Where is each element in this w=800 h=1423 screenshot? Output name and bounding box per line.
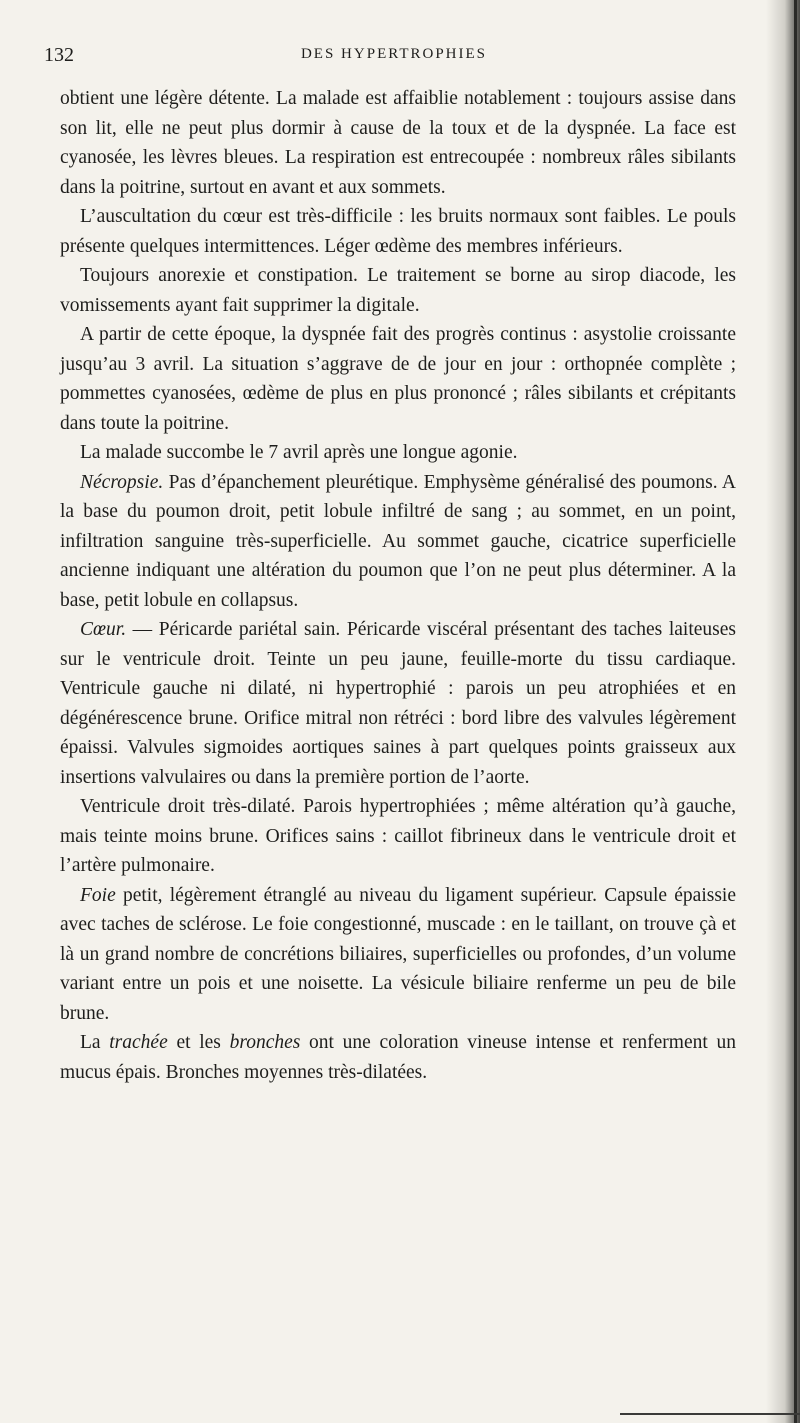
paragraph-text: La: [80, 1032, 110, 1053]
body-text: [60, 84, 736, 1087]
paragraph: Toujours anorexie et constipation. Le traitement se borne au sirop diacode, les vomissements ayant fait supprimer la digitale.: [60, 265, 736, 316]
page-bottom-edge: [620, 1413, 800, 1415]
paragraph: L’auscultation du cœur est très-difficile : les bruits normaux sont faibles. Le pouls présente quelques intermittences. Léger œdème des membres inférieurs.: [60, 206, 736, 257]
paragraph-text: — Péricarde pariétal sain. Péricarde viscéral présentant des taches laiteuses sur le ventricule droit. Teinte un peu jaune, feuille-morte du tissu cardiaque. Ventricule gauche ni dilaté, ni hypertrophié : parois un peu atrophiées et en dégénérescence brune. Orifice mitral non rétréci : bord libre des valvules légèrement épaissi. Valvules sigmoides aortiques saines à part quelques points graisseux aux insertions valvulaires ou dans la première portion de l’aorte.: [60, 619, 736, 788]
paragraph-trachee: [60, 1028, 736, 1087]
paragraph-text: ont une coloration vineuse intense et renferment un mucus épais. Bronches moyennes très-dilatées.: [60, 1032, 736, 1083]
paragraph-necropsie: [60, 468, 736, 616]
paragraph: obtient une légère détente. La malade est affaiblie notablement : toujours assise dans son lit, elle ne peut plus dormir à cause de la toux et de la dyspnée. La face est cyanosée, les lèvres bleues. La respiration est entrecoupée : nombreux râles sibilants dans la poitrine, surtout en avant et aux sommets.: [60, 88, 736, 198]
paragraph-coeur: [60, 615, 736, 792]
section-lead: Cœur.: [80, 619, 127, 640]
running-head: DES HYPERTROPHIES: [300, 46, 488, 62]
page-header: [44, 44, 744, 74]
paragraph-text: Pas d’épanchement pleurétique. Emphysème généralisé des poumons. A la base du poumon droit, petit lobule infiltré de sang ; au sommet, en un point, infiltration sanguine très-superficielle. Au sommet gauche, cicatrice superficielle ancienne indiquant une altération du poumon que l’on ne peut plus déterminer. A la base, petit lobule en collapsus.: [60, 471, 736, 611]
paragraph: La malade succombe le 7 avril après une longue agonie.: [80, 442, 518, 463]
paragraph: A partir de cette époque, la dyspnée fait des progrès continus : asystolie croissante jusqu’au 3 avril. La situation s’aggrave de de jour en jour : orthopnée complète ; pommettes cyanosées, œdème de plus en plus prononcé ; râles sibilants et crépitants dans toute la poitrine.: [60, 324, 736, 434]
term-trachee: trachée: [109, 1032, 168, 1053]
section-lead: Nécropsie.: [80, 471, 164, 493]
paragraph-foie: [60, 881, 736, 1029]
term-bronches: bronches: [229, 1032, 301, 1053]
page-number: 132: [44, 44, 74, 66]
section-lead: Foie: [80, 884, 116, 906]
page-edge-line: [794, 0, 797, 1423]
paragraph: Ventricule droit très-dilaté. Parois hypertrophiées ; même altération qu’à gauche, mais teinte moins brune. Orifices sains : caillot fibrineux dans le ventricule droit et l’artère pulmonaire.: [60, 796, 736, 876]
paragraph-text: et les: [167, 1032, 230, 1053]
paragraph-text: petit, légèrement étranglé au niveau du ligament supérieur. Capsule épaissie avec taches de sclérose. Le foie congestionné, muscade : en le taillant, on trouve çà et là un grand nombre de concrétions biliaires, superficielles ou profondes, d’un volume variant entre un pois et une noisette. La vésicule biliaire renferme un peu de bile brune.: [60, 884, 736, 1024]
